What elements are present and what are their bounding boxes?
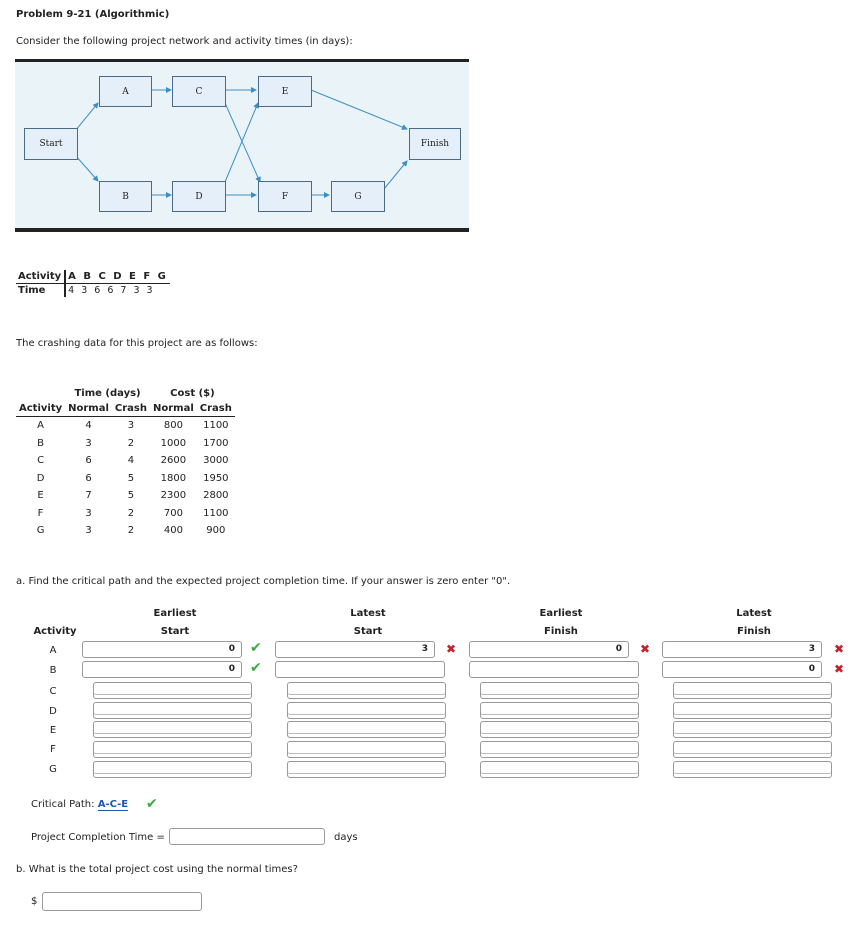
row-label-e: E: [49, 725, 57, 736]
cell: 700: [163, 507, 183, 519]
input-d-earliest-start[interactable]: [93, 702, 252, 719]
row-label-d: D: [49, 706, 57, 717]
cell: B: [37, 437, 44, 449]
question-b-text: b. What is the total project cost using the normal times?: [16, 864, 298, 875]
row-label-c: C: [49, 686, 57, 697]
input-c-earliest-finish[interactable]: [480, 682, 639, 699]
correct-check-icon: ✔: [146, 796, 158, 812]
cell: E: [37, 490, 44, 502]
cell: 1100: [203, 507, 229, 519]
cell: 4: [85, 420, 92, 432]
cell: 400: [163, 525, 183, 537]
incorrect-cross-icon: ✖: [834, 662, 845, 676]
cell: 1700: [203, 437, 229, 449]
input-d-latest-finish[interactable]: [673, 702, 832, 719]
critical-path-row: [31, 799, 128, 810]
cell: 2300: [160, 490, 187, 502]
total-cost-input[interactable]: [42, 892, 202, 911]
completion-time-input[interactable]: [169, 828, 325, 845]
critical-path-label: Critical Path:: [31, 799, 95, 810]
input-b-latest-finish[interactable]: 0: [662, 661, 822, 678]
cell: 800: [163, 420, 183, 432]
activity-letters: A B C D E F G: [65, 270, 170, 284]
cell: 7: [85, 490, 92, 502]
node-start: Start: [24, 128, 78, 160]
activity-time-table: [16, 270, 170, 297]
input-g-latest-finish[interactable]: [673, 761, 832, 778]
cell: 4: [127, 455, 135, 467]
row-label-b: B: [49, 665, 57, 676]
input-d-earliest-finish[interactable]: [480, 702, 639, 719]
critical-path-dropdown[interactable]: A-C-E: [97, 799, 129, 810]
input-b-latest-start[interactable]: [275, 661, 445, 678]
activity-label: Activity: [16, 270, 65, 284]
incorrect-cross-icon: ✖: [640, 642, 651, 656]
col-earliest-finish-top: Earliest: [539, 608, 583, 619]
cell: 3000: [203, 455, 229, 467]
cell: 3: [85, 525, 92, 537]
cell: 1000: [160, 437, 187, 449]
cell: 2: [127, 525, 135, 537]
crash-header: Crash: [197, 401, 235, 417]
crash-group-time: Time (days): [74, 388, 141, 399]
dollar-sign: $: [31, 896, 38, 907]
node-d: D: [172, 181, 226, 212]
cell: 5: [127, 490, 135, 502]
table-row: [16, 452, 235, 470]
node-c: C: [172, 76, 226, 107]
crash-header: Activity: [16, 401, 65, 417]
cell: 900: [206, 525, 226, 537]
col-latest-finish-bottom: Finish: [737, 626, 771, 637]
input-e-latest-finish[interactable]: [673, 721, 832, 738]
intro-text: Consider the following project network and activity times (in days):: [16, 36, 353, 47]
cell: 2: [127, 507, 135, 519]
arrow-e-finish: [311, 90, 407, 129]
crash-intro-text: The crashing data for this project are as follows:: [16, 338, 258, 349]
correct-check-icon: ✔: [250, 660, 262, 676]
input-g-latest-start[interactable]: [287, 761, 446, 778]
input-e-earliest-start[interactable]: [93, 721, 252, 738]
time-label: Time: [16, 284, 65, 298]
question-a-text: a. Find the critical path and the expected project completion time. If your answer is zero enter "0".: [16, 576, 511, 587]
input-c-earliest-start[interactable]: [93, 682, 252, 699]
table-row: [16, 470, 235, 488]
cell: 3: [85, 507, 92, 519]
activity-column-header: Activity: [33, 626, 77, 637]
crash-header: Normal: [150, 401, 197, 417]
node-f: F: [258, 181, 312, 212]
crash-header: Crash: [112, 401, 150, 417]
table-row: [16, 505, 235, 523]
input-c-latest-finish[interactable]: [673, 682, 832, 699]
node-finish: Finish: [409, 128, 461, 160]
cell: 2600: [160, 455, 187, 467]
crash-group-blank: [16, 386, 65, 401]
col-earliest-start-top: Earliest: [153, 608, 197, 619]
network-diagram: [15, 59, 469, 232]
input-c-latest-start[interactable]: [287, 682, 446, 699]
input-g-earliest-finish[interactable]: [480, 761, 639, 778]
cell: 1800: [160, 472, 187, 484]
crash-table: [16, 386, 235, 540]
correct-check-icon: ✔: [250, 640, 262, 656]
row-label-a: A: [49, 645, 57, 656]
arrow-start-b: [75, 155, 98, 181]
activity-times: 4 3 6 6 7 3 3: [68, 285, 155, 296]
input-a-earliest-finish[interactable]: 0: [469, 641, 629, 658]
input-f-earliest-start[interactable]: [93, 741, 252, 758]
table-row: [16, 417, 235, 435]
arrow-g-finish: [384, 161, 407, 189]
completion-unit: days: [334, 832, 358, 843]
cell: F: [37, 507, 44, 519]
col-earliest-finish-bottom: Finish: [544, 626, 578, 637]
cell: 6: [85, 472, 92, 484]
table-row: [16, 435, 235, 453]
input-a-earliest-start[interactable]: 0: [82, 641, 242, 658]
arrow-start-a: [75, 103, 98, 131]
cell: 2800: [203, 490, 229, 502]
incorrect-cross-icon: ✖: [446, 642, 457, 656]
input-e-earliest-finish[interactable]: [480, 721, 639, 738]
completion-label: Project Completion Time =: [31, 832, 165, 843]
cell: G: [36, 525, 45, 537]
cell: 2: [127, 437, 135, 449]
table-row: [16, 487, 235, 505]
node-g: G: [331, 181, 385, 212]
input-g-earliest-start[interactable]: [93, 761, 252, 778]
crash-group-cost: Cost ($): [170, 388, 215, 399]
cell: 1100: [203, 420, 229, 432]
diagram-bottom-border: [15, 228, 469, 232]
cell: 3: [127, 420, 135, 432]
cell: A: [37, 420, 44, 432]
cell: 3: [85, 437, 92, 449]
node-b: B: [99, 181, 152, 212]
node-e: E: [258, 76, 312, 107]
col-latest-start-top: Latest: [350, 608, 386, 619]
input-b-earliest-finish[interactable]: [469, 661, 639, 678]
cell: 6: [85, 455, 92, 467]
col-latest-start-bottom: Start: [353, 626, 383, 637]
col-earliest-start-bottom: Start: [160, 626, 190, 637]
cell: D: [36, 472, 45, 484]
cell: 1950: [203, 472, 229, 484]
cell: 5: [127, 472, 135, 484]
cell: C: [37, 455, 45, 467]
row-label-f: F: [50, 744, 56, 755]
node-a: A: [99, 76, 152, 107]
problem-title: Problem 9-21 (Algorithmic): [16, 9, 170, 20]
input-b-earliest-start[interactable]: 0: [82, 661, 242, 678]
diagram-arrows: [15, 59, 469, 232]
input-f-latest-finish[interactable]: [673, 741, 832, 758]
row-label-g: G: [49, 764, 57, 775]
input-a-latest-finish[interactable]: 3: [662, 641, 822, 658]
input-f-latest-start[interactable]: [287, 741, 446, 758]
input-d-latest-start[interactable]: [287, 702, 446, 719]
input-f-earliest-finish[interactable]: [480, 741, 639, 758]
table-row: [16, 522, 235, 540]
crash-header: Normal: [65, 401, 112, 417]
input-e-latest-start[interactable]: [287, 721, 446, 738]
col-latest-finish-top: Latest: [736, 608, 772, 619]
input-a-latest-start[interactable]: 3: [275, 641, 435, 658]
incorrect-cross-icon: ✖: [834, 642, 845, 656]
